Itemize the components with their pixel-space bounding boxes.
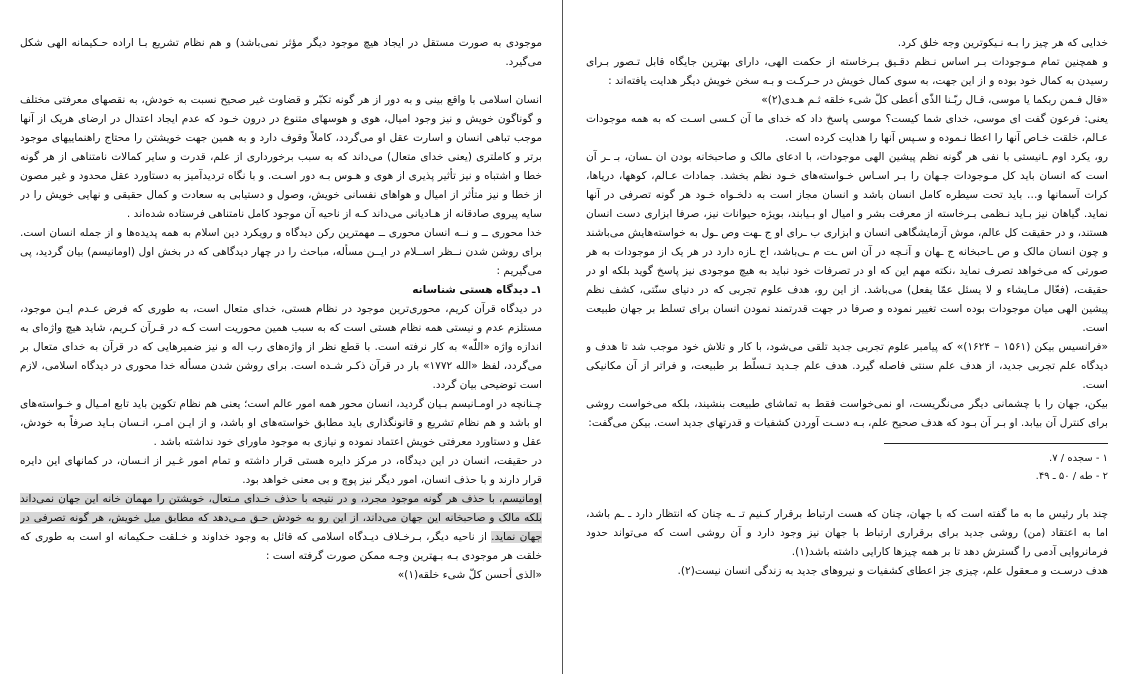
left-page bbox=[20, 34, 542, 670]
highlighted-text[interactable]: اومانیسم، با حذف هر گونه موجود مجرد، و در نتیجه با حذف خـدای مـتعال، خویشتن را مهمان خانه این جهان نمی‌داند بلکه مالک و صاحبخانه این جهان می‌داند، از این رو به خودش حـق مـی‌دهد که مطابق میل خویش، هر گونه تصرفی در جهان نماید. bbox=[20, 493, 542, 543]
page-divider bbox=[562, 0, 563, 674]
right-paragraph-2: و همچنین تمام مـوجودات بـر اساس نـظم دقـیق بـرخاسته از حکمت الهی، دارای بهترین جایگاه قابل تـصور بـرای رسیدن به کمال خود بوده و از این جهت، به سوی کمال خویش در حـرکـت و بـه سخن خویش دیگر هدایت یافته‌اند : bbox=[586, 56, 1108, 87]
right-paragraph-1: خدایی که هر چیز را بـه نـیکوترین وجه خلق کرد. bbox=[897, 37, 1108, 49]
left-paragraph-6: در حقیقت، انسان در این دیدگاه، در مرکز دایره هستی قرار داشته و تمام امور غـیر از انـسان، در کمانهای این دایره قرار دارند و با حذف انسان، امور دیگر نیز پوچ و بی معنی خواهد بود. bbox=[20, 455, 542, 486]
right-page bbox=[586, 34, 1108, 670]
right-paragraph-3: یعنی: فرعون گفت ای موسی، خدای شما کیست؟ موسی پاسخ داد که خدای ما آن کـسی اسـت که به همه موجودات عـالم، خلقت خـاص آنها را اعطا نـموده و سـپس آنها را هدایت کرده است. bbox=[586, 113, 1108, 144]
footnote-1: ۱ - سجده / ۷. bbox=[1049, 453, 1108, 464]
footnote-2: ۲ - طه / ۵۰ ـ ۴۹. bbox=[1035, 471, 1108, 482]
section-heading: ۱ـ دیدگاه هستی شناسانه bbox=[412, 284, 542, 296]
footnote-rule bbox=[884, 443, 1108, 444]
left-paragraph-4: در دیدگاه قرآن کریم، محوری‌ترین موجود در نظام هستی، خدای متعال است، به طوری که فرض عـدم ایـن موجود، مستلزم عدم و نیستی همه نظام هستی است که به سبب همین محوریت است کـه در قـرآن کـریم، شاید هیچ واژه‌ای به اندازه واژه «اللّه» به کار نرفته است. با قطع نظر از واژه‌های رب اله و نیز ضمیرهایی که در قرآن به خدای متعال بر می‌گردد، لفظ «الله ۱۷۷۲» بار در قرآن ذکـر شـده است. برای روشن شدن مسأله خدا محوری در دیدگاه اسلامی، لازم است توضیحی بیان گردد. bbox=[20, 303, 542, 391]
right-paragraph-5: «فرانسیس بیکن (۱۵۶۱ – ۱۶۲۴)» که پیامبر علوم تجربی جدید تلقی می‌شود، با کار و تلاش خود موجب شد تا هدف و دیدگاه علم تجربی جدید، از هدف علم سنتی فاصله گیرد. هدف علم جـدید تـسلّط بر طبیعت، و فراتر از آن مکانیکی است. bbox=[586, 341, 1108, 391]
left-paragraph-5: چـنانچه در اومـانیسم بـیان گردید، انسان محور همه امور عالم است؛ یعنی هم نظام تکوین باید تابع امـیال و خـواسته‌های او باشد و هم نظام تشریع و قانونگذاری باید مطابق خواسته‌های او باشد، و از ایـن امـر، انـسان بـاید صرفاً به خودش، عقل و دستاورد معرفتی خویش اعتماد نموده و نیازی به موجود ماورای خود نداشته باشد . bbox=[20, 398, 542, 448]
quran-quote-left: «الذی أحسن کلّ شیء خلقه(۱)» bbox=[397, 569, 542, 581]
right-paragraph-7: چند بار رئیس ما به ما گفته است که با جهان، چنان که هست ارتباط برقرار کـنیم تـ ـه چنان که انتظار دارد ـ ـم باشد، اما به اعتقاد (من) روشی جدید برای برقراری ارتباط با جهان نیز وجود دارد و آن روشی است که می‌تواند حدود فرمانروایی آدمی را گسترش دهد تا بر همه چیزها کارایی داشته باشد(۱). bbox=[586, 508, 1108, 558]
left-paragraph-2: انسان اسلامی با واقع بینی و به دور از هر گونه تکبّر و قضاوت غیر صحیح نسبت به خودش، به نقصهای معرفتی مختلف و گوناگون خویش و نیز وجود امیال، هوی و هوسهای متنوع در درون خـود که عدم ایجاد اعتدال در ارضای هریک از آنها موجب تباهی انسان و اسارت عقل او می‌گردد، کاملاً وقوف دارد و به همین جهت خویشتن را محتاج راهنماییهای موجود برتر و کاملتری (یعنی خدای متعال) می‌داند که به سبب برخورداری از علم، قدرت و سایر کمالات نامتناهی از هر گونه خطا و اشتباه و نیز تأثیر پذیری از هوی و هـوس بـه دور اسـت. و با نگاه تردیدآمیز به دستاورد عقل محدود و غیر مصون از خطا و نیز متأثر از امیال و هواهای نفسانی خویش، وصول و دستیابی به سعادت و کمال حقیقی و نهایی خویش را در سایه پیروی صادقانه از هـادیانی می‌داند کـه از ناحیه آن موجود کامل نامتناهی فرستاده شده‌اند . bbox=[20, 94, 542, 220]
right-paragraph-6: بیکن، جهان را با چشمانی دیگر می‌نگریست، او نمی‌خواست فقط به تماشای طبیعت بنشیند، بلکه می‌خواست روشی برای کنترل آن بیابد. او بـر آن بـود که هدف صحیح علم، بـه دسـت آوردن کشفیات و قدرتهای جدید است. بیکن می‌گفت: bbox=[586, 398, 1108, 429]
paragraph-gap bbox=[20, 72, 542, 91]
left-paragraph-7 bbox=[20, 490, 542, 566]
paragraph-gap bbox=[586, 486, 1108, 505]
quran-quote-right: «قال فـمن ربکما یا موسی، قـال ربّـنا الذّی أعطی کلّ شیء خلقه ثـم هـدی(۲)» bbox=[761, 94, 1108, 106]
left-paragraph-3: خدا محوری ــ و نــه انسان محوری ــ مهمترین رکن دیدگاه و رویکرد دین اسلام به همه پدیده‌ها و از جمله انسان است. برای روشن شدن نــظر اســلام در ایــن مسأله، مباحث را در چهار دیدگاهی که در بخش اول (اومانیسم) بیان گردید، پی می‌گیریم : bbox=[20, 227, 542, 277]
right-paragraph-8: هدف درسـت و مـعقول علم، چیزی جز اعطای کشفیات و نیروهای جدید به زندگی انسان نیست(۲). bbox=[677, 565, 1108, 577]
left-paragraph-7-rest: از ناحیه دیگر، بـرخـلاف دیـدگاه اسلامی که قائل به وجود خداوند و خـلقت حـکیمانه او است به طوری که خلقت هر موجودی بـه بـهترین وجـه ممکن صورت گرفته است : bbox=[20, 531, 542, 562]
right-paragraph-4: رو، یکرد اوم ـانیستی با نفی هر گونه نظم پیشین الهی موجودات، با ادعای مالک و صاحبخانه بودن ان ـسان، بـ ـر آن است که انسان باید کل مـوجودات جـهان را بـر اسـاس خـواسته‌های خـود نظم بخشد. جمادات عـالم، کوهها، دریاها، کرات آسمانها و… باید تحت سیطره کامل انسان باشد و انسان مجاز است به دلخـواه خـود هر گونه تصرفی در آنها نماید. گیاهان نیز بـاید نـظمی بـرخاسته از معرفت بشر و امیال او بـیابند، بویژه حیوانات نیز، صرفا ابزاری دست انسان هستند، و در حقیقت کل عالم، موش آزمایشگاهی انسان و ابزاری ب ـرای او ج ـهت وص ـول به خواسته‌هایش می‌باشند و چون انسان مالک و ص ـاحبخانه ج ـهان و آنـچه در آن اس ـت م ـی‌باشد، اج ـازه دارد در هر یک از موجودات به هر صورتی که می‌خواهد تصرف نماید ،نکته مهم این که او در تصرفات خود نباید به هیچ موجودی نیز پاسخ گوید بلکه او در حقیقت، (فعّال مـایشاء و لا یسئل عمّا یفعل) می‌باشد. از این رو، هدف علوم تجربی که در دنیای سنّتی، کشف نظم پیشین الهی میان موجودات بوده است تغییر نموده و صرفا در جهت قدرتمند نمودن انسان برای تسلط بر جهان طبیعت است. bbox=[586, 151, 1108, 334]
left-paragraph-1: موجودی به صورت مستقل در ایجاد هیچ موجود دیگر مؤثر نمی‌باشد) و هم نظام تشریع بـا اراده حـکیمانه الهی شکل می‌گیرد. bbox=[20, 37, 542, 68]
